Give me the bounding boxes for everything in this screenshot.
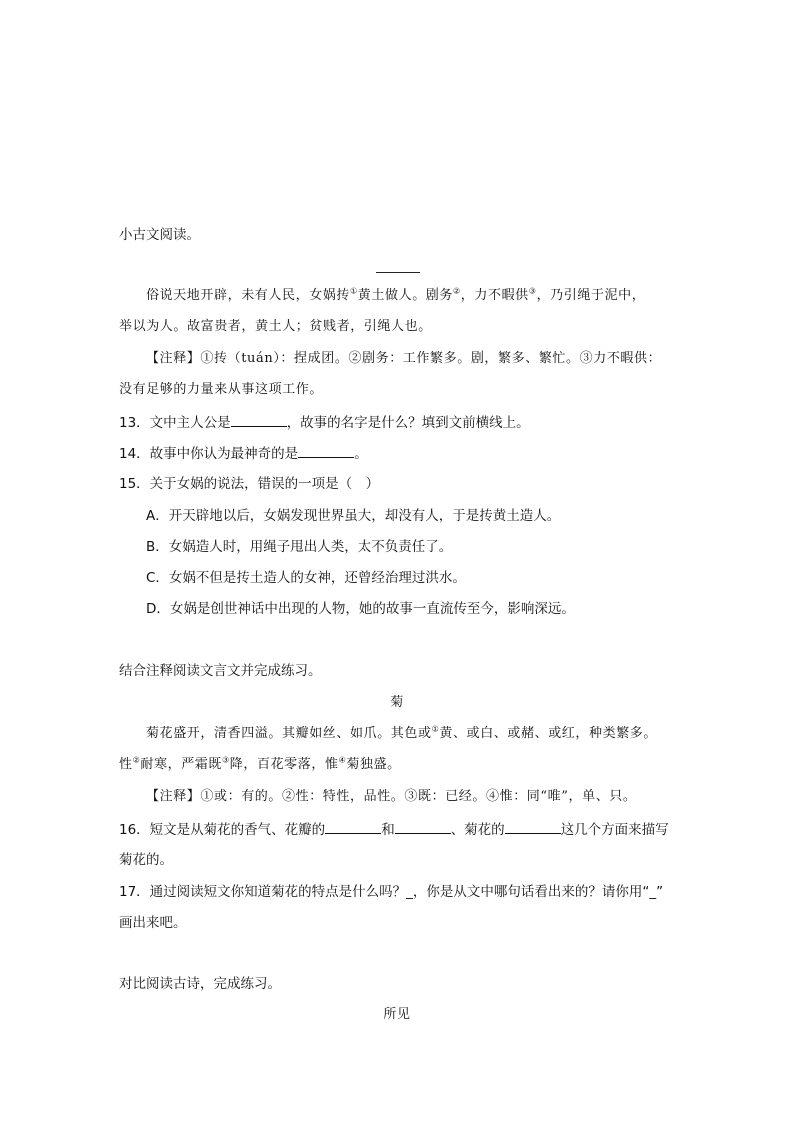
passage1-text: 俗说天地开辟，未有人民，女娲抟 — [146, 288, 351, 303]
passage2-text: 耐寒，严霜既 — [140, 757, 222, 772]
footnote-4: ④ — [338, 755, 347, 765]
notes2: 【注释】①或：有的。②性：特性，品性。③既：已经。④惟：同“唯”，单、只。 — [146, 789, 637, 804]
q16-answer-blank-2[interactable] — [395, 819, 451, 834]
q13-text: 13．文中主人公是 — [119, 415, 231, 431]
q14-answer-blank[interactable] — [298, 443, 354, 458]
passage1-line2: 举以为人。故富贵者，黄土人；贫贱者，引绳人也。 — [119, 319, 432, 334]
passage2-text: 降，百花零落，惟 — [229, 757, 339, 772]
passage2-text: 黄、或白、或赭、或红，种类繁多。 — [439, 726, 657, 741]
passage1-line1 — [146, 287, 645, 305]
question-16-line1 — [119, 819, 669, 839]
story-title-blank — [376, 272, 420, 273]
q16-answer-blank-3[interactable] — [505, 819, 561, 834]
question-14 — [119, 443, 368, 463]
option-b[interactable]: B．女娲造人时，用绳子甩出人类，太不负责任了。 — [146, 539, 453, 555]
footnote-2: ② — [453, 286, 461, 296]
passage1-text: ，乃引绳于泥中， — [536, 288, 646, 303]
q16-text: 和 — [381, 822, 395, 838]
footnote-3: ③ — [222, 755, 230, 765]
section2-title: 菊 — [390, 695, 404, 710]
passage1-text: 黄土做人。剧务 — [357, 288, 453, 303]
option-d[interactable]: D．女娲是创世神话中出现的人物，她的故事一直流传至今，影响深远。 — [146, 601, 575, 617]
question-16-line2: 菊花的。 — [119, 852, 173, 868]
q13-answer-blank[interactable] — [231, 412, 287, 427]
q16-text: 、菊花的 — [450, 822, 505, 838]
question-15: 15．关于女娲的说法，错误的一项是（ ） — [119, 476, 380, 492]
q13-text: ，故事的名字是什么？填到文前横线上。 — [286, 415, 530, 431]
q16-text: 这几个方面来描写 — [560, 822, 669, 838]
option-a[interactable]: A．开天辟地以后，女娲发现世界虽大，却没有人，于是抟黄土造人。 — [146, 508, 561, 524]
section1-heading: 小古文阅读。 — [119, 227, 200, 243]
section2-heading: 结合注释阅读文言文并完成练习。 — [119, 663, 322, 679]
question-17-line1: 17．通过阅读短文你知道菊花的特点是什么吗？_，你是从文中哪句话看出来的？请你用“_” — [119, 884, 664, 900]
question-13 — [119, 412, 530, 432]
notes1-line1: 【注释】①抟（tuán）：捏成团。②剧务：工作繁多。剧，繁多、繁忙。③力不暇供： — [146, 351, 662, 366]
option-c[interactable]: C．女娲不但是抟土造人的女神，还曾经治理过洪水。 — [146, 570, 466, 586]
footnote-2: ② — [132, 755, 141, 765]
footnote-1: ① — [350, 286, 358, 296]
passage2-text: 菊花盛开，清香四溢。其瓣如丝、如爪。其色或 — [146, 726, 432, 741]
section3-heading: 对比阅读古诗，完成练习。 — [119, 976, 281, 992]
footnote-3: ③ — [528, 286, 537, 296]
poem-title: 所见 — [383, 1007, 411, 1022]
q16-answer-blank-1[interactable] — [325, 819, 381, 834]
notes1-line2: 没有足够的力量来从事这项工作。 — [119, 382, 324, 397]
passage2-line1 — [146, 725, 657, 743]
question-17-line2: 画出来吧。 — [119, 915, 187, 931]
q14-text: 。 — [354, 446, 368, 462]
passage2-line2 — [119, 756, 401, 774]
passage2-text: 菊独盛。 — [346, 757, 401, 772]
q16-text: 16．短文是从菊花的香气、花瓣的 — [119, 822, 326, 838]
passage2-text: 性 — [119, 757, 133, 772]
passage1-text: ，力不暇供 — [460, 288, 529, 303]
footnote-1: ① — [431, 724, 440, 734]
q14-text: 14．故事中你认为最神奇的是 — [119, 446, 299, 462]
